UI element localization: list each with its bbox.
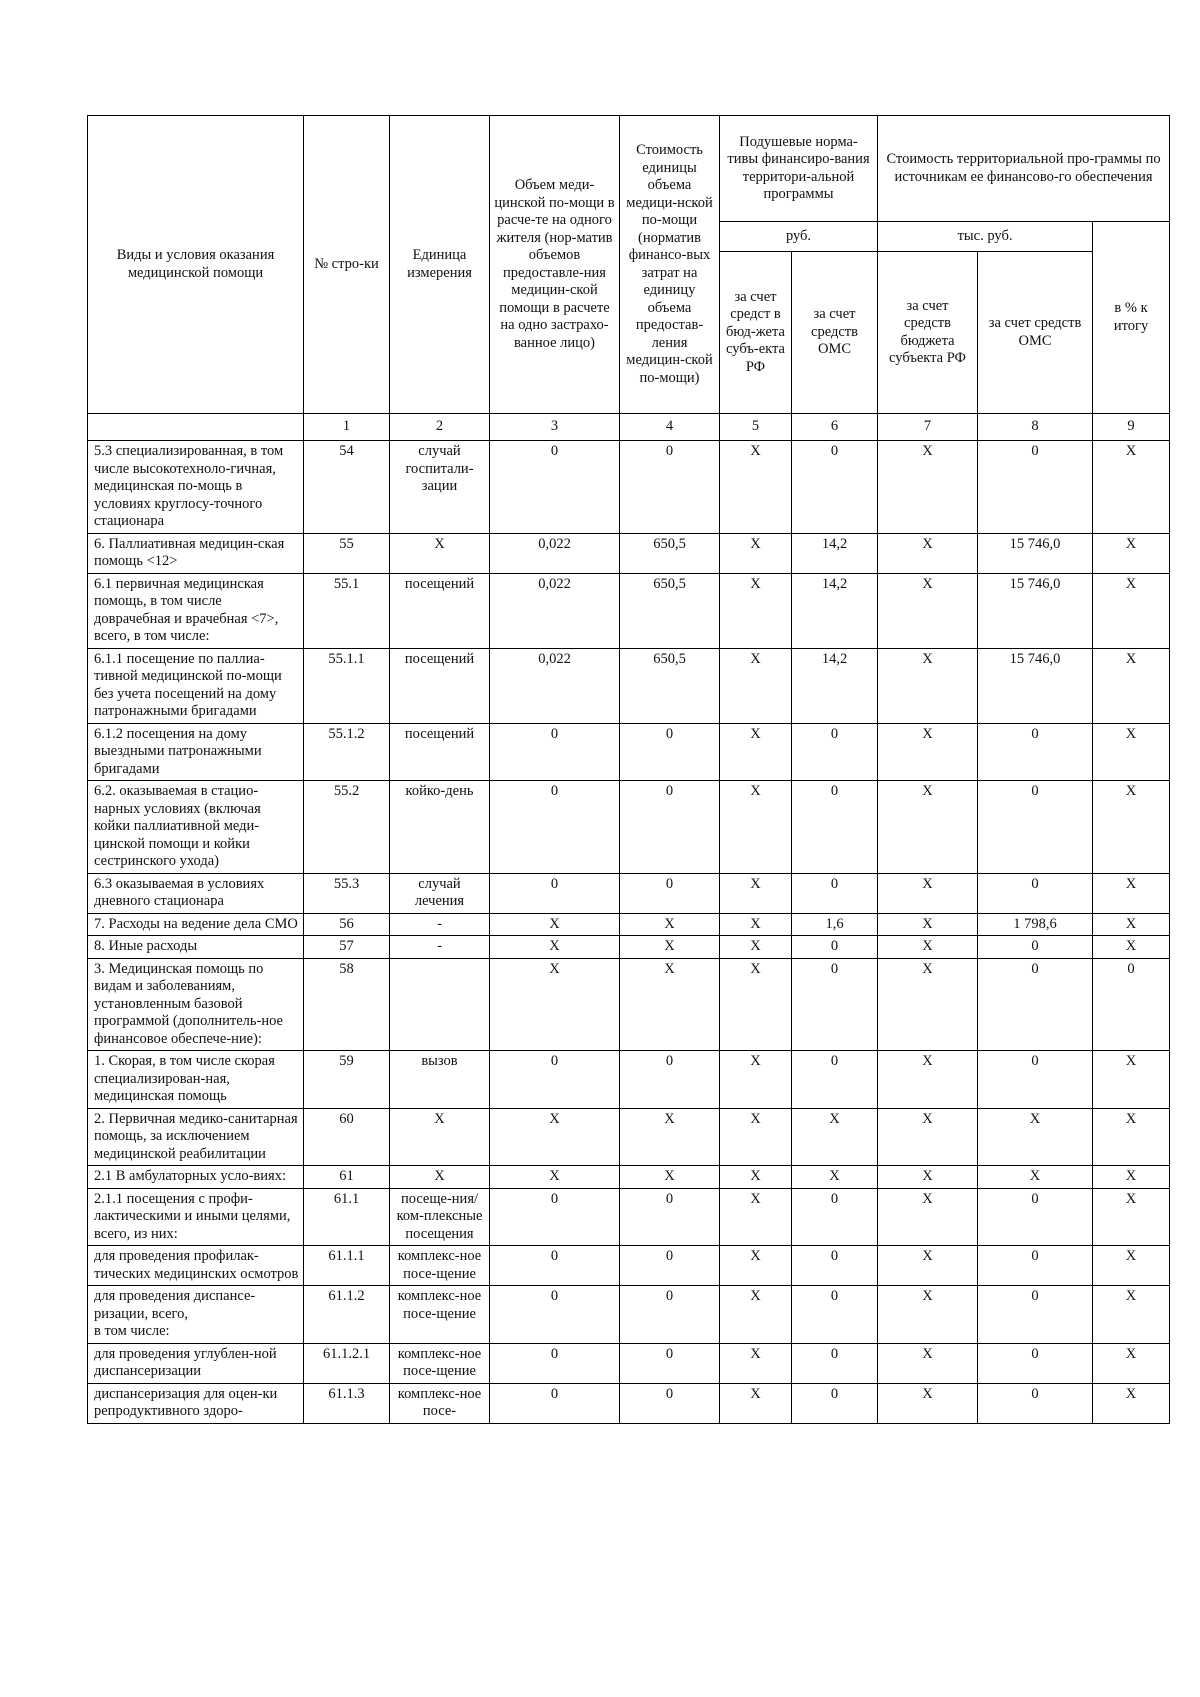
row-budget-rub: X [720, 1166, 792, 1189]
row-oms-rub: 14,2 [792, 573, 878, 648]
header-name: Виды и условия оказания медицинской помощи [88, 116, 304, 414]
row-oms-rub: 1,6 [792, 913, 878, 936]
row-unit-cost: 650,5 [620, 533, 720, 573]
row-budget-rub: X [720, 936, 792, 959]
row-oms-thousand-rub: 0 [978, 723, 1093, 781]
column-number-blank [88, 414, 304, 441]
row-budget-thousand-rub: X [878, 936, 978, 959]
row-budget-rub: X [720, 1343, 792, 1383]
row-name: для проведения диспансе-ризации, всего, в том числе: [88, 1286, 304, 1344]
table-row [88, 1383, 1170, 1423]
row-line-number: 54 [304, 441, 390, 534]
row-line-number: 55 [304, 533, 390, 573]
table-body [88, 414, 1170, 1424]
row-percent: X [1093, 1246, 1170, 1286]
row-unit: комплекс-ное посе-щение [390, 1286, 490, 1344]
row-percent: X [1093, 1188, 1170, 1246]
row-volume: 0 [490, 723, 620, 781]
row-percent: X [1093, 723, 1170, 781]
row-volume: X [490, 1108, 620, 1166]
header-unit-rub: руб. [720, 222, 878, 252]
row-line-number: 61 [304, 1166, 390, 1189]
column-number: 5 [720, 414, 792, 441]
row-unit: случай лечения [390, 873, 490, 913]
row-volume: X [490, 913, 620, 936]
row-unit: посеще-ния/ ком-плексные посещения [390, 1188, 490, 1246]
row-budget-thousand-rub: X [878, 533, 978, 573]
row-oms-thousand-rub: 0 [978, 936, 1093, 959]
row-unit: посещений [390, 723, 490, 781]
row-volume: 0 [490, 1188, 620, 1246]
row-budget-rub: X [720, 1108, 792, 1166]
row-oms-thousand-rub: 0 [978, 441, 1093, 534]
row-percent: X [1093, 1383, 1170, 1423]
row-oms-rub: 0 [792, 1246, 878, 1286]
row-oms-thousand-rub: 15 746,0 [978, 533, 1093, 573]
row-unit: - [390, 913, 490, 936]
header-volume: Объем меди-цинской по-мощи в расче-те на одного жителя (нор-матив объемов предоставле-ния медицин-ской помощи в расчете на одно застрахо-ванное лицо) [490, 116, 620, 414]
header-oms-thousand-rub: за счет средств ОМС [978, 252, 1093, 414]
row-unit-cost: 0 [620, 1343, 720, 1383]
row-budget-rub: X [720, 1383, 792, 1423]
row-unit: X [390, 1108, 490, 1166]
row-budget-rub: X [720, 1051, 792, 1109]
header-budget-thousand-rub: за счет средств бюджета субъекта РФ [878, 252, 978, 414]
row-unit [390, 958, 490, 1051]
row-volume: 0 [490, 781, 620, 874]
row-oms-rub: 0 [792, 781, 878, 874]
row-unit-cost: 0 [620, 781, 720, 874]
row-oms-thousand-rub: 0 [978, 1286, 1093, 1344]
row-volume: X [490, 936, 620, 959]
row-budget-rub: X [720, 1188, 792, 1246]
row-percent: X [1093, 781, 1170, 874]
row-budget-thousand-rub: X [878, 573, 978, 648]
row-unit-cost: X [620, 958, 720, 1051]
column-number: 9 [1093, 414, 1170, 441]
row-line-number: 61.1.2 [304, 1286, 390, 1344]
header-row-number: № стро-ки [304, 116, 390, 414]
row-budget-rub: X [720, 958, 792, 1051]
row-oms-thousand-rub: 0 [978, 958, 1093, 1051]
row-unit: койко-день [390, 781, 490, 874]
row-budget-thousand-rub: X [878, 873, 978, 913]
column-number: 1 [304, 414, 390, 441]
row-line-number: 55.1 [304, 573, 390, 648]
row-percent: X [1093, 873, 1170, 913]
row-unit-cost: 650,5 [620, 573, 720, 648]
table-row [88, 936, 1170, 959]
row-budget-thousand-rub: X [878, 1166, 978, 1189]
row-unit: посещений [390, 648, 490, 723]
row-oms-thousand-rub: 0 [978, 1188, 1093, 1246]
row-unit-cost: 0 [620, 1188, 720, 1246]
row-unit-cost: 0 [620, 1051, 720, 1109]
row-volume: 0 [490, 1246, 620, 1286]
row-budget-rub: X [720, 873, 792, 913]
row-unit-cost: X [620, 913, 720, 936]
row-name: 3. Медицинская помощь по видам и заболеваниям, установленным базовой программой (дополнитель-ное финансовое обеспече-ние): [88, 958, 304, 1051]
row-unit: комплекс-ное посе- [390, 1383, 490, 1423]
row-volume: X [490, 958, 620, 1051]
table-row [88, 781, 1170, 874]
row-name: 7. Расходы на ведение дела СМО [88, 913, 304, 936]
row-volume: 0,022 [490, 648, 620, 723]
table-row [88, 873, 1170, 913]
row-name: 8. Иные расходы [88, 936, 304, 959]
row-percent: X [1093, 441, 1170, 534]
table-row [88, 1188, 1170, 1246]
row-percent: 0 [1093, 958, 1170, 1051]
row-volume: 0 [490, 873, 620, 913]
row-percent: X [1093, 573, 1170, 648]
row-percent: X [1093, 1343, 1170, 1383]
row-oms-rub: 0 [792, 723, 878, 781]
row-unit-cost: 650,5 [620, 648, 720, 723]
row-line-number: 56 [304, 913, 390, 936]
row-oms-thousand-rub: 0 [978, 1051, 1093, 1109]
row-unit: вызов [390, 1051, 490, 1109]
row-name: 2. Первичная медико-санитарная помощь, за исключением медицинской реабилитации [88, 1108, 304, 1166]
row-volume: 0 [490, 1051, 620, 1109]
row-name: диспансеризация для оцен-ки репродуктивного здоро- [88, 1383, 304, 1423]
row-oms-rub: 0 [792, 441, 878, 534]
row-budget-thousand-rub: X [878, 441, 978, 534]
row-oms-rub: 0 [792, 873, 878, 913]
row-unit-cost: 0 [620, 441, 720, 534]
row-budget-rub: X [720, 913, 792, 936]
header-unit-cost: Стоимость единицы объема медици-нской по-мощи (норматив финансо-вых затрат на единицу объема предостав-ления медицин-ской по-мощи) [620, 116, 720, 414]
row-budget-thousand-rub: X [878, 1188, 978, 1246]
row-budget-rub: X [720, 441, 792, 534]
row-oms-rub: 0 [792, 1383, 878, 1423]
row-oms-rub: 0 [792, 1051, 878, 1109]
row-budget-rub: X [720, 1246, 792, 1286]
row-percent: X [1093, 936, 1170, 959]
row-unit-cost: X [620, 1166, 720, 1189]
column-number: 8 [978, 414, 1093, 441]
row-name: 6. Паллиативная медицин-ская помощь <12> [88, 533, 304, 573]
row-name: 2.1 В амбулаторных усло-виях: [88, 1166, 304, 1189]
row-budget-rub: X [720, 573, 792, 648]
table-row [88, 573, 1170, 648]
header-unit: Единица измерения [390, 116, 490, 414]
row-unit: комплекс-ное посе-щение [390, 1343, 490, 1383]
header-total-cost-group: Стоимость территориальной про-граммы по источникам ее финансово-го обеспечения [878, 116, 1170, 222]
row-line-number: 55.2 [304, 781, 390, 874]
row-percent: X [1093, 1286, 1170, 1344]
row-percent: X [1093, 1108, 1170, 1166]
row-oms-rub: 0 [792, 958, 878, 1051]
row-name: для проведения углублен-ной диспансеризации [88, 1343, 304, 1383]
row-name: 1. Скорая, в том числе скорая специализирован-ная, медицинская помощь [88, 1051, 304, 1109]
row-budget-thousand-rub: X [878, 1383, 978, 1423]
row-unit: X [390, 1166, 490, 1189]
row-budget-thousand-rub: X [878, 1286, 978, 1344]
row-budget-rub: X [720, 1286, 792, 1344]
row-unit: посещений [390, 573, 490, 648]
row-volume: 0 [490, 1383, 620, 1423]
row-oms-rub: X [792, 1108, 878, 1166]
row-oms-rub: 0 [792, 1286, 878, 1344]
row-line-number: 55.1.2 [304, 723, 390, 781]
row-line-number: 61.1.1 [304, 1246, 390, 1286]
table-row [88, 1166, 1170, 1189]
row-oms-thousand-rub: 0 [978, 1246, 1093, 1286]
header-budget-rub: за счет средст в бюд-жета субъ-екта РФ [720, 252, 792, 414]
table-row [88, 913, 1170, 936]
column-number: 2 [390, 414, 490, 441]
table-row [88, 1286, 1170, 1344]
row-line-number: 61.1.2.1 [304, 1343, 390, 1383]
row-line-number: 57 [304, 936, 390, 959]
row-line-number: 60 [304, 1108, 390, 1166]
row-unit: X [390, 533, 490, 573]
row-budget-thousand-rub: X [878, 1108, 978, 1166]
table-row [88, 533, 1170, 573]
row-oms-thousand-rub: 0 [978, 1383, 1093, 1423]
header-unit-thousand-rub: тыс. руб. [878, 222, 1093, 252]
row-budget-rub: X [720, 648, 792, 723]
table-row [88, 1051, 1170, 1109]
row-oms-thousand-rub: X [978, 1166, 1093, 1189]
row-line-number: 58 [304, 958, 390, 1051]
row-volume: X [490, 1166, 620, 1189]
column-number: 3 [490, 414, 620, 441]
row-percent: X [1093, 533, 1170, 573]
row-unit-cost: X [620, 1108, 720, 1166]
row-budget-rub: X [720, 723, 792, 781]
row-percent: X [1093, 1166, 1170, 1189]
row-oms-thousand-rub: 0 [978, 1343, 1093, 1383]
row-name: 2.1.1 посещения с профи-лактическими и иными целями, всего, из них: [88, 1188, 304, 1246]
row-unit-cost: 0 [620, 1246, 720, 1286]
row-name: 6.2. оказываемая в стацио-нарных условиях (включая койки паллиативной меди-цинской помощи и койки сестринского ухода) [88, 781, 304, 874]
row-line-number: 55.1.1 [304, 648, 390, 723]
header-oms-rub: за счет средств ОМС [792, 252, 878, 414]
table-row [88, 648, 1170, 723]
row-oms-rub: 0 [792, 936, 878, 959]
row-unit-cost: X [620, 936, 720, 959]
row-name: 6.3 оказываемая в условиях дневного стационара [88, 873, 304, 913]
row-volume: 0 [490, 1343, 620, 1383]
header-percent-of-total: в % к итогу [1093, 222, 1170, 414]
column-number: 7 [878, 414, 978, 441]
row-percent: X [1093, 1051, 1170, 1109]
row-name: 6.1 первичная медицинская помощь, в том числе доврачебная и врачебная <7>, всего, в том числе: [88, 573, 304, 648]
row-oms-thousand-rub: 15 746,0 [978, 573, 1093, 648]
row-line-number: 61.1.3 [304, 1383, 390, 1423]
row-unit-cost: 0 [620, 1383, 720, 1423]
row-budget-thousand-rub: X [878, 723, 978, 781]
row-percent: X [1093, 648, 1170, 723]
row-budget-thousand-rub: X [878, 1343, 978, 1383]
row-unit-cost: 0 [620, 873, 720, 913]
row-budget-rub: X [720, 781, 792, 874]
row-unit: случай госпитали-зации [390, 441, 490, 534]
row-line-number: 59 [304, 1051, 390, 1109]
table-row [88, 1246, 1170, 1286]
table-row [88, 723, 1170, 781]
financing-table [87, 115, 1170, 1424]
row-budget-thousand-rub: X [878, 913, 978, 936]
column-number: 4 [620, 414, 720, 441]
row-oms-thousand-rub: 1 798,6 [978, 913, 1093, 936]
row-oms-thousand-rub: 0 [978, 873, 1093, 913]
row-unit-cost: 0 [620, 723, 720, 781]
row-volume: 0 [490, 441, 620, 534]
column-numbers-row [88, 414, 1170, 441]
row-line-number: 55.3 [304, 873, 390, 913]
row-oms-thousand-rub: 15 746,0 [978, 648, 1093, 723]
row-name: 6.1.2 посещения на дому выездными патронажными бригадами [88, 723, 304, 781]
row-budget-thousand-rub: X [878, 648, 978, 723]
row-volume: 0,022 [490, 533, 620, 573]
row-oms-rub: 0 [792, 1343, 878, 1383]
row-budget-thousand-rub: X [878, 1246, 978, 1286]
table-row [88, 1108, 1170, 1166]
table-row [88, 441, 1170, 534]
document-page [87, 115, 1169, 1424]
row-oms-rub: 14,2 [792, 648, 878, 723]
row-oms-rub: 14,2 [792, 533, 878, 573]
row-volume: 0 [490, 1286, 620, 1344]
row-unit-cost: 0 [620, 1286, 720, 1344]
row-budget-thousand-rub: X [878, 781, 978, 874]
row-name: для проведения профилак-тических медицинских осмотров [88, 1246, 304, 1286]
row-oms-rub: 0 [792, 1188, 878, 1246]
row-oms-rub: X [792, 1166, 878, 1189]
table-row [88, 958, 1170, 1051]
column-number: 6 [792, 414, 878, 441]
row-budget-thousand-rub: X [878, 958, 978, 1051]
row-unit: - [390, 936, 490, 959]
row-volume: 0,022 [490, 573, 620, 648]
header-per-capita-group: Подушевые норма-тивы финансиро-вания территори-альной программы [720, 116, 878, 222]
row-percent: X [1093, 913, 1170, 936]
row-line-number: 61.1 [304, 1188, 390, 1246]
row-name: 5.3 специализированная, в том числе высокотехноло-гичная, медицинская по-мощь в условиях круглосу-точного стационара [88, 441, 304, 534]
table-row [88, 1343, 1170, 1383]
row-budget-thousand-rub: X [878, 1051, 978, 1109]
row-name: 6.1.1 посещение по паллиа-тивной медицинской по-мощи без учета посещений на дому патронажными бригадами [88, 648, 304, 723]
row-oms-thousand-rub: X [978, 1108, 1093, 1166]
row-oms-thousand-rub: 0 [978, 781, 1093, 874]
row-unit: комплекс-ное посе-щение [390, 1246, 490, 1286]
row-budget-rub: X [720, 533, 792, 573]
